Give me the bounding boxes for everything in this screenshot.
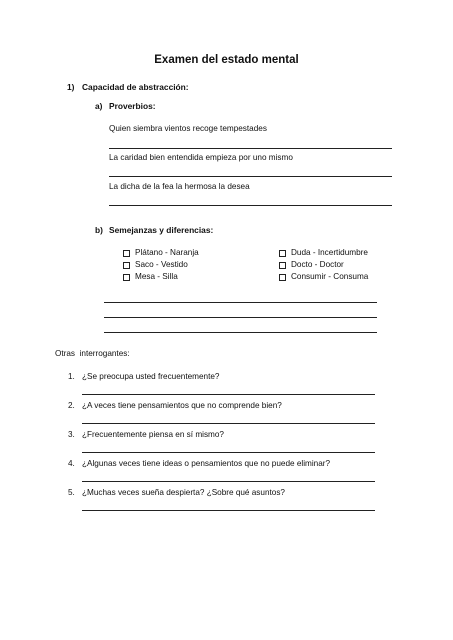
checkbox[interactable] — [123, 274, 130, 281]
question-number: 3. — [68, 430, 75, 439]
checkbox[interactable] — [279, 250, 286, 257]
pair-label: Docto - Doctor — [291, 260, 344, 269]
answer-line[interactable] — [109, 205, 392, 206]
checkbox[interactable] — [123, 262, 130, 269]
pair-label: Duda - Incertidumbre — [291, 248, 368, 257]
question-text: ¿Muchas veces sueña despierta? ¿Sobre qué asuntos? — [82, 488, 285, 497]
proverb-text: Quien siembra vientos recoge tempestades — [109, 124, 267, 133]
question-text: ¿Se preocupa usted frecuentemente? — [82, 372, 220, 381]
subsection-letter: b) — [95, 225, 103, 235]
document-title: Examen del estado mental — [154, 54, 299, 66]
question-text: ¿Frecuentemente piensa en sí mismo? — [82, 430, 224, 439]
question-text: ¿A veces tiene pensamientos que no comprende bien? — [82, 401, 282, 410]
answer-line[interactable] — [104, 332, 377, 333]
pair-label: Mesa - Silla — [135, 272, 178, 281]
question-number: 4. — [68, 459, 75, 468]
answer-line[interactable] — [82, 423, 375, 424]
subsection-heading: Proverbios: — [109, 101, 156, 111]
subsection-heading: Semejanzas y diferencias: — [109, 225, 214, 235]
answer-line[interactable] — [109, 176, 392, 177]
section-heading: Capacidad de abstracción: — [82, 82, 189, 92]
question-number: 2. — [68, 401, 75, 410]
checkbox[interactable] — [279, 274, 286, 281]
question-number: 5. — [68, 488, 75, 497]
answer-line[interactable] — [104, 302, 377, 303]
answer-line[interactable] — [82, 394, 375, 395]
subsection-letter: a) — [95, 101, 103, 111]
answer-line[interactable] — [82, 481, 375, 482]
section-number: 1) — [67, 82, 75, 92]
answer-line[interactable] — [104, 317, 377, 318]
checkbox[interactable] — [123, 250, 130, 257]
answer-line[interactable] — [82, 452, 375, 453]
answer-line[interactable] — [109, 148, 392, 149]
pair-label: Consumir - Consuma — [291, 272, 369, 281]
question-number: 1. — [68, 372, 75, 381]
section-heading: Otras interrogantes: — [55, 349, 130, 358]
proverb-text: La caridad bien entendida empieza por uno mismo — [109, 153, 293, 162]
question-text: ¿Algunas veces tiene ideas o pensamientos que no puede eliminar? — [82, 459, 331, 468]
proverb-text: La dicha de la fea la hermosa la desea — [109, 182, 250, 191]
answer-line[interactable] — [82, 510, 375, 511]
pair-label: Plátano - Naranja — [135, 248, 199, 257]
checkbox[interactable] — [279, 262, 286, 269]
pair-label: Saco - Vestido — [135, 260, 188, 269]
